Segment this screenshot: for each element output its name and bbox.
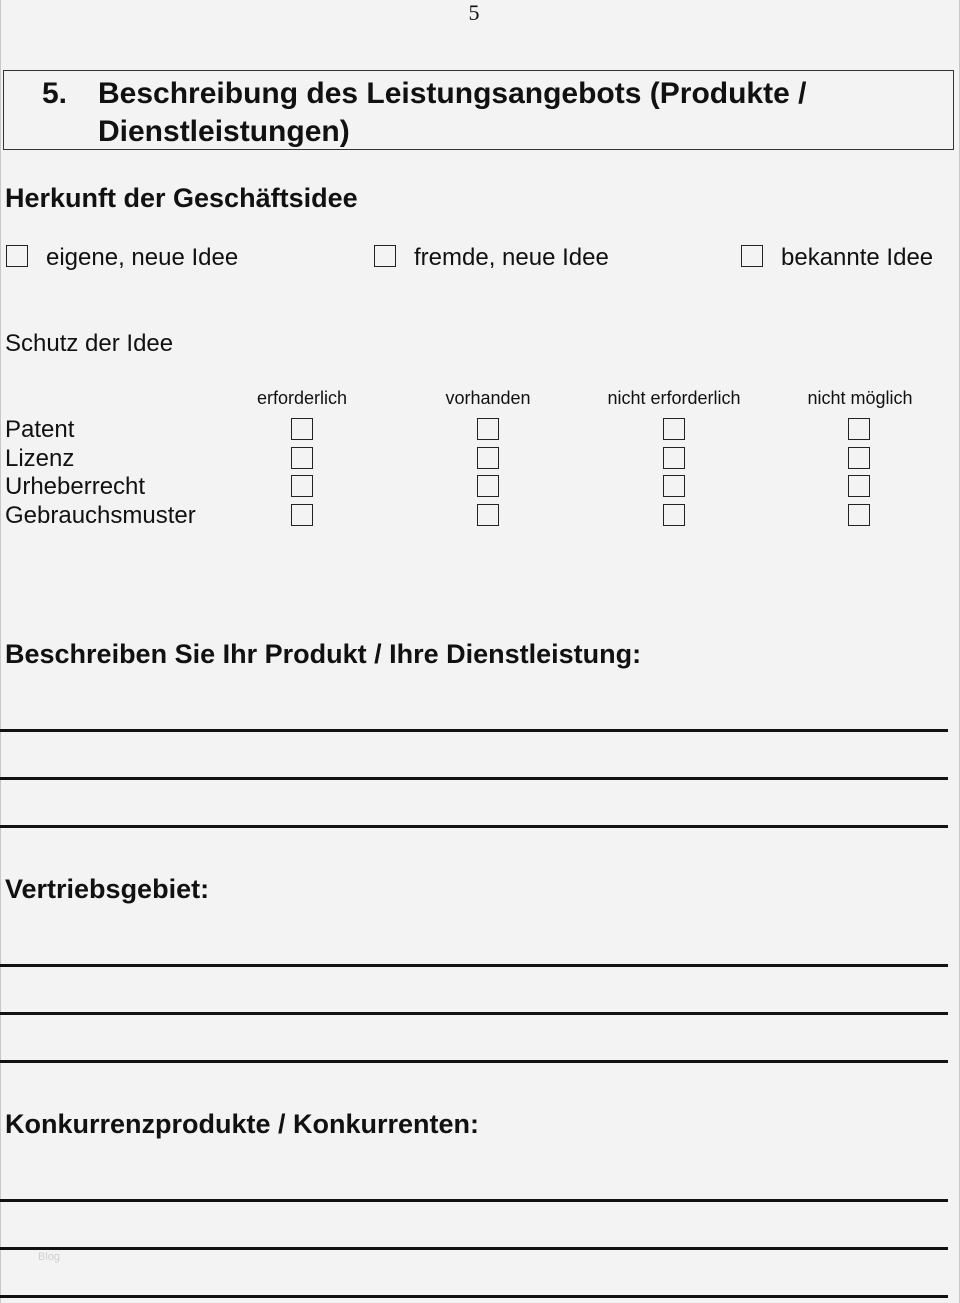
protection-col-existing: vorhanden — [445, 388, 531, 408]
describe-heading: Beschreiben Sie Ihr Produkt / Ihre Dienstleistung: — [5, 639, 642, 669]
patent-not-possible-checkbox[interactable] — [848, 418, 870, 440]
watermark: Blog — [38, 1251, 61, 1263]
license-not-required-checkbox[interactable] — [663, 447, 685, 469]
protection-col-not-required: nicht erforderlich — [607, 388, 741, 408]
competitors-line-2[interactable] — [0, 1247, 948, 1250]
copyright-not-required-checkbox[interactable] — [663, 475, 685, 497]
patent-existing-checkbox[interactable] — [477, 418, 499, 440]
patent-required-checkbox[interactable] — [291, 418, 313, 440]
competitors-heading: Konkurrenzprodukte / Konkurrenten: — [5, 1109, 480, 1139]
utility-model-not-required-checkbox[interactable] — [663, 504, 685, 526]
copyright-not-possible-checkbox[interactable] — [848, 475, 870, 497]
sales-area-heading: Vertriebsgebiet: — [5, 874, 210, 904]
page-edge-left — [0, 0, 1, 1303]
protection-row-license: Lizenz — [5, 445, 75, 472]
license-not-possible-checkbox[interactable] — [848, 447, 870, 469]
protection-row-patent: Patent — [5, 416, 75, 443]
protection-row-utility-model: Gebrauchsmuster — [5, 502, 196, 529]
origin-heading: Herkunft der Geschäftsidee — [5, 183, 358, 213]
copyright-existing-checkbox[interactable] — [477, 475, 499, 497]
describe-line-3[interactable] — [0, 825, 948, 828]
patent-not-required-checkbox[interactable] — [663, 418, 685, 440]
competitors-line-3[interactable] — [0, 1295, 948, 1298]
utility-model-required-checkbox[interactable] — [291, 504, 313, 526]
utility-model-not-possible-checkbox[interactable] — [848, 504, 870, 526]
utility-model-existing-checkbox[interactable] — [477, 504, 499, 526]
origin-checkbox-known-idea[interactable] — [741, 245, 763, 267]
origin-checkbox-own-idea[interactable] — [6, 245, 28, 267]
license-existing-checkbox[interactable] — [477, 447, 499, 469]
license-required-checkbox[interactable] — [291, 447, 313, 469]
competitors-line-1[interactable] — [0, 1199, 948, 1202]
sales-area-line-2[interactable] — [0, 1012, 948, 1015]
section-header-box — [3, 70, 954, 150]
origin-label-known-idea: bekannte Idee — [781, 244, 934, 271]
describe-line-2[interactable] — [0, 777, 948, 780]
section-number: 5. — [42, 77, 68, 110]
origin-label-own-idea: eigene, neue Idee — [46, 244, 239, 271]
page-number: 5 — [468, 0, 480, 25]
sales-area-line-3[interactable] — [0, 1060, 948, 1063]
origin-checkbox-foreign-idea[interactable] — [374, 245, 396, 267]
origin-label-foreign-idea: fremde, neue Idee — [414, 244, 609, 271]
section-title: Beschreibung des Leistungsangebots (Produkte / Dienstleistungen) — [98, 77, 807, 148]
sales-area-line-1[interactable] — [0, 964, 948, 967]
protection-row-copyright: Urheberrecht — [5, 473, 146, 500]
protection-heading: Schutz der Idee — [5, 330, 174, 357]
describe-line-1[interactable] — [0, 729, 948, 732]
copyright-required-checkbox[interactable] — [291, 475, 313, 497]
protection-col-required: erforderlich — [256, 388, 348, 408]
protection-col-not-possible: nicht möglich — [807, 388, 913, 408]
